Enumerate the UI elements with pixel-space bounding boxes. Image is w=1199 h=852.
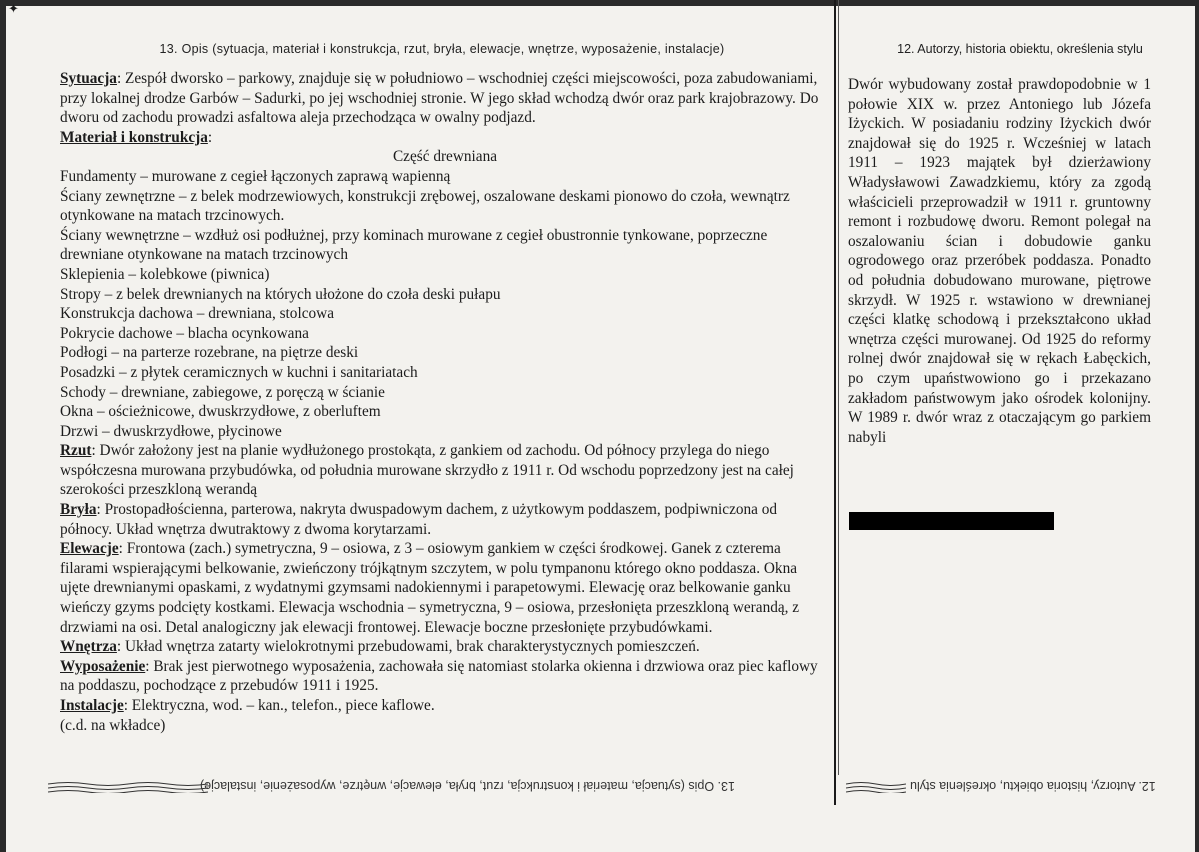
instalacje-text: : Elektryczna, wod. – kan., telefon., piece kaflowe. (123, 697, 435, 714)
footer-left-mirrored: 13. Opis (sytuacja, materiał i konstrukcja, rzut, bryła, elewacje, wnętrze, wyposażenie, instalacje) (200, 779, 735, 793)
material-line: Drzwi – dwuskrzydłowe, płycinowe (60, 422, 282, 440)
material-line: Pokrycie dachowe – blacha ocynkowana (60, 324, 309, 342)
wooden-part-subheading: Część drewniana (392, 148, 498, 166)
wave-lines-icon (48, 781, 208, 793)
rzut-text: : Dwór założony jest na planie wydłużonego prostokąta, z gankiem od zachodu. Od północy przylega do niego współczesna murowana przybudówka, od południa murowane skrzydło z 1911 r. Od wschodu poprzedzony jest na całej szerokości przeszkloną werandą (60, 442, 794, 499)
material-line: Posadzki – z płytek ceramicznych w kuchni i sanitariatach (60, 363, 418, 381)
elewacje-paragraph (60, 539, 830, 637)
instalacje-paragraph (60, 696, 830, 716)
wnetrza-text: : Układ wnętrza zatarty wielokrotnymi przebudowami, brak charakterystycznych pomieszczeń. (116, 638, 700, 656)
section-13-header: 13. Opis (sytuacja, materiał i konstrukcja, rzut, bryła, elewacje, wnętrze, wyposażenie, instalacje) (159, 42, 725, 56)
wyposazenie-paragraph (60, 657, 830, 696)
footer-strip (0, 775, 1199, 805)
wnetrza-paragraph (60, 637, 830, 657)
description-section (60, 69, 830, 735)
material-line: Sklepienia – kolebkowe (piwnica) (60, 265, 270, 283)
page-border-top (0, 0, 1199, 6)
elewacje-label: Elewacje (60, 540, 119, 558)
column-divider (834, 0, 836, 775)
sytuacja-text: : Zespół dworsko – parkowy, znajduje się w południowo – wschodniej części miejscowości, poza zabudowaniami, przy lokalnej drodze Garbów – Sadurki, po jej wschodniej stronie. W jego skład wchodzą dwór oraz park krajobrazowy. Do dworu od zachodu prowadzi asfaltowa aleja przechodząca w owalny podjazd. (60, 70, 819, 127)
elewacje-text: : Frontowa (zach.) symetryczna, 9 – osiowa, z 3 – osiowym gankiem w części środkowej. Ganek z czterema filarami wspierającymi belkowanie, zwieńczony trójkątnym szczytem, w polu tympanonu którego okno poddasza. Okna ujęte drewnianymi opaskami, z wydatnymi gzymsami nadokiennymi i parapetowymi. Elewację oraz belkowanie ganku wieńczy gzyms podcięty kostkami. Elewacja wschodnia – symetryczna, 9 – osiowa, przesłonięta przeszkloną werandą, z drzwiami na osi. Detal analogiczny jak elewacji frontowej. Elewacje boczne przesłonięte przybudówkami. (60, 540, 800, 636)
continued-note: (c.d. na wkładce) (60, 716, 166, 734)
wyposazenie-label: Wyposażenie (60, 657, 146, 675)
material-line: Stropy – z belek drewnianych na których ułożone do czoła deski pułapu (60, 285, 501, 303)
bryla-label: Bryła (60, 501, 97, 519)
wnetrza-label: Wnętrza (60, 638, 117, 656)
material-heading (60, 128, 830, 148)
rzut-paragraph (60, 441, 830, 500)
history-section (848, 75, 1151, 447)
material-suffix: : (207, 128, 213, 146)
wyposazenie-text: : Brak jest pierwotnego wyposażenia, zachowała się natomiast stolarka okienna i drzwiowa oraz piec kaflowy na poddaszu, pochodzące z przebudów 1911 i 1925. (60, 657, 818, 695)
material-line: Podłogi – na parterze rozebrane, na piętrze deski (60, 344, 359, 362)
page-border-left (0, 0, 6, 852)
material-line: Okna – ościeżnicowe, dwuskrzydłowe, z oberluftem (60, 403, 381, 421)
material-line: Ściany zewnętrzne – z belek modrzewiowych, konstrukcji zrębowej, oszalowane deskami pionowo do czoła, wewnątrz otynkowane na matach trzcinowych. (60, 187, 790, 225)
rzut-label: Rzut (60, 442, 92, 460)
wave-lines-icon (846, 781, 906, 793)
material-line: Fundamenty – murowane z cegieł łączonych zaprawą wapienną (60, 167, 451, 185)
column-divider-thin (838, 0, 839, 775)
page-border-right (1195, 0, 1199, 852)
corner-mark-icon: ✦ (8, 2, 19, 17)
material-label: Materiał i konstrukcja (60, 128, 208, 146)
history-text: Dwór wybudowany został prawdopodobnie w 1 połowie XIX w. przez Antoniego lub Józefa Iżyckich. W posiadaniu rodziny Iżyckich dwór znajdował się do 1925 r. Wcześniej w latach 1911 – 1923 majątek był dzierżawiony Władysławowi Zawadzkiemu, który za zgodą właścicieli przeprowadził w 1911 r. gruntowny remont i rozbudowę dworu. Remont polegał na oszalowaniu ścian i dobudowie ganku ogrodowego oraz przeróbek poddasza. Ponadto od południa dobudowano murowane, piętrowe skrzydł. W 1925 r. wstawiono w drewnianej części klatkę schodową i przekształcono układ wnętrza części murowanej. Od 1925 do reformy rolnej dwór znajdował się w rękach Łabęckich, po czym upaństwowiono go i przekazano zakładom państwowym jako ośrodek kolonijny. W 1989 r. dwór wraz z otaczającym go parkiem nabyli (848, 76, 1151, 446)
bryla-paragraph (60, 500, 830, 539)
redaction-bar (849, 512, 1054, 530)
sytuacja-paragraph (60, 69, 830, 128)
instalacje-label: Instalacje (60, 697, 124, 714)
material-line: Schody – drewniane, zabiegowe, z poręczą w ścianie (60, 383, 385, 401)
bryla-text: : Prostopadłościenna, parterowa, nakryta dwuspadowym dachem, z użytkowym poddaszem, podpiwniczona od północy. Układ wnętrza dwutraktowy z dwoma korytarzami. (60, 501, 778, 538)
footer-right-mirrored: 12. Autorzy, historia obiektu, określenia stylu (910, 779, 1156, 793)
sytuacja-label: Sytuacja (60, 70, 117, 87)
material-line: Ściany wewnętrzne – wzdłuż osi podłużnej, przy kominach murowane z cegieł obustronnie tynkowane, poprzeczne drewniane otynkowane na matach trzcinowych (60, 226, 768, 264)
section-12-header: 12. Autorzy, historia obiektu, określenia stylu (897, 42, 1143, 56)
material-line: Konstrukcja dachowa – drewniana, stolcowa (60, 305, 334, 323)
